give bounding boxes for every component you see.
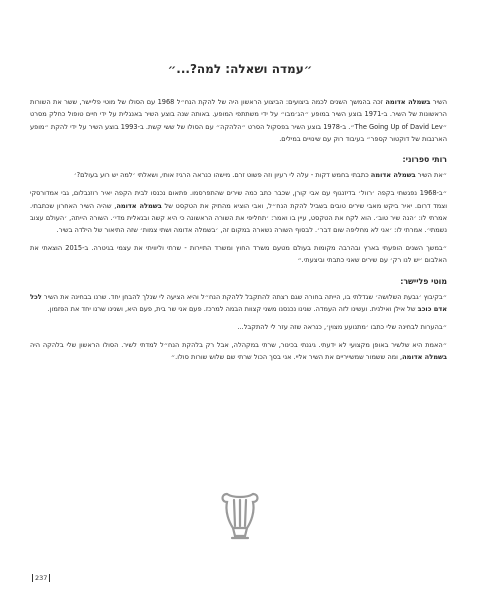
ruti-paragraph-2: [30, 187, 447, 236]
article-body: [30, 96, 447, 369]
ruti-p1-text-1: ״את השיר: [415, 171, 447, 180]
song-name-bold: בשמלה אדומה: [116, 201, 162, 210]
moti-p3-text-1: ״האמת היא שלשיר באופן מקצועי לא ידעתי. גיגנתי בכינור, שרתי במקהלה, אבל רק בלהקת הנח״ל למדתי לשיר. הסולו הראשון שלי בלהקה היה: [30, 340, 447, 349]
song-name-bold: בשמלה אדומה: [370, 171, 416, 180]
ruti-paragraph-3: ״במשך השנים הופעתי בארץ ובהרבה מקומות בעולם מטעם משרד החוץ ומשרד התיירות - שרתי וליוויתי את עצמי בגיטרה. ב-2015 הוצאתי את האלבום ׳יש לנו רק׳ עם שירים שאני כתבתי וביצעתי.״: [30, 243, 447, 265]
ruti-p1-text-2: כתבתי בחמש דקות - עלה לי רעיון וזה פשוט זרם. מישהו כנראה הרגיז אותי, ושאלתי ׳למה יש רוע בעולם?׳: [73, 171, 371, 180]
song-name-bold: בשמלה אדומה: [385, 98, 431, 106]
moti-p3-text-2: , ומה ששמור שמשייריים את השיר אליי. אני בסך הכול שרתי שם שלוש שורות סולו.״: [170, 353, 403, 362]
intro-text-2: זכה בהמשך השנים לכמה ביצועים: הביצוע הראשון היה של להקת הנח״ל 1968 עם הסולו של מוטי פליישר, ששר את השורות הראשונות של השיר. ב-1971 בוצע השיר במופע ״הג׳מבו״ על ידי משתתפי המופע. באותה שנה בוצע השיר באנגלית על ידי חיים טופול כחלק מסרט ״The Going Up of David Lev״. ב-1978 בוצע השיר בפסקול הסרט ״הלהקה״ עם הסולו של ששי קשת. ב-1993 בוצע השיר על ידי להקת ״מופע הארנבות של דוקטור קספר״ בעיבוד רוק עם שינויים במילים.: [30, 98, 447, 143]
speaker-heading-moti: מוטי פליישר:: [400, 276, 447, 286]
moti-paragraph-2: ״בהערות לבחינה שלי כתבו ׳מתנועע מצוין׳, כנראה שזה עזר לי להתקבל...: [237, 322, 447, 331]
ruti-p2-text-1: ״ב-1968 נפגשתי בקפה ׳רוול׳ בדיזנגוף עם אבי קורן, שכבר כתב כמה שירים שהתפרסמו. פתאום נכנסו לבית הקפה יאיר רוזנבלום, גבי אמדורסקי וצמד דרום. יאיר ביקש מאבי שירים טובים בשביל להקת הנח״ל, ואבי הוציא מהתיק את הטקסט של: [30, 189, 447, 210]
moti-paragraph-1: [30, 291, 447, 316]
page-number-divider: [32, 574, 33, 582]
article-title: ״עמדה ושאלה: למה?...״: [167, 62, 313, 76]
moti-p1-text-2: של אילן ואילנית. ועשינו לזה העמדה. שנינו נכנסנו משני קצוות הבמה למרכז. פעם אני שר בית, פעם היא, ושנינו שרנו יחד את הפזמון.: [47, 305, 418, 314]
moti-p1-text-1: ״בקיבוץ ׳גבעת השלושה׳ שגדלתי בו, הייתה בחורה שגם רצתה להתקבל ללהקת הנח״ל והיא הציעה לי שנלך להבחן יחד. שרנו בבחינה את השיר: [41, 292, 447, 301]
ruti-p2-text-2: , שהיה השיר האחרון שכתבתי. אמרתי לו: ׳הנה שיר טוב׳. הוא לקח את הטקסט, עיין בו ואמר: ׳תחליפי את השורה הראשונה כי היא קשה ובנאלית מדי׳. השורה הייתה, ׳העולם עצוב נשמתי׳. אמרתי לו: ׳אני לא מחליפה שום דבר׳. לבסוף השורה נשארה במקום זה, ׳בשמלה אדומה ושתי צמות׳ שזה התיאור של הילדה בשיר.: [30, 201, 447, 235]
page-number: [30, 574, 52, 582]
harp-ornament-icon: [219, 488, 261, 544]
speaker-heading-ruti: רותי ספרוני:: [402, 155, 447, 165]
moti-paragraph-3: [30, 339, 447, 364]
song-name-bold: בשמלה אדומה: [402, 353, 447, 362]
intro-paragraph: [30, 96, 447, 145]
page-number-divider: [49, 574, 50, 582]
song-name-bold: לכל אדם כוכב: [30, 292, 447, 314]
intro-text-1: השיר: [430, 98, 447, 106]
ruti-paragraph-1: [30, 169, 447, 181]
page-number-text: 237: [35, 574, 48, 582]
